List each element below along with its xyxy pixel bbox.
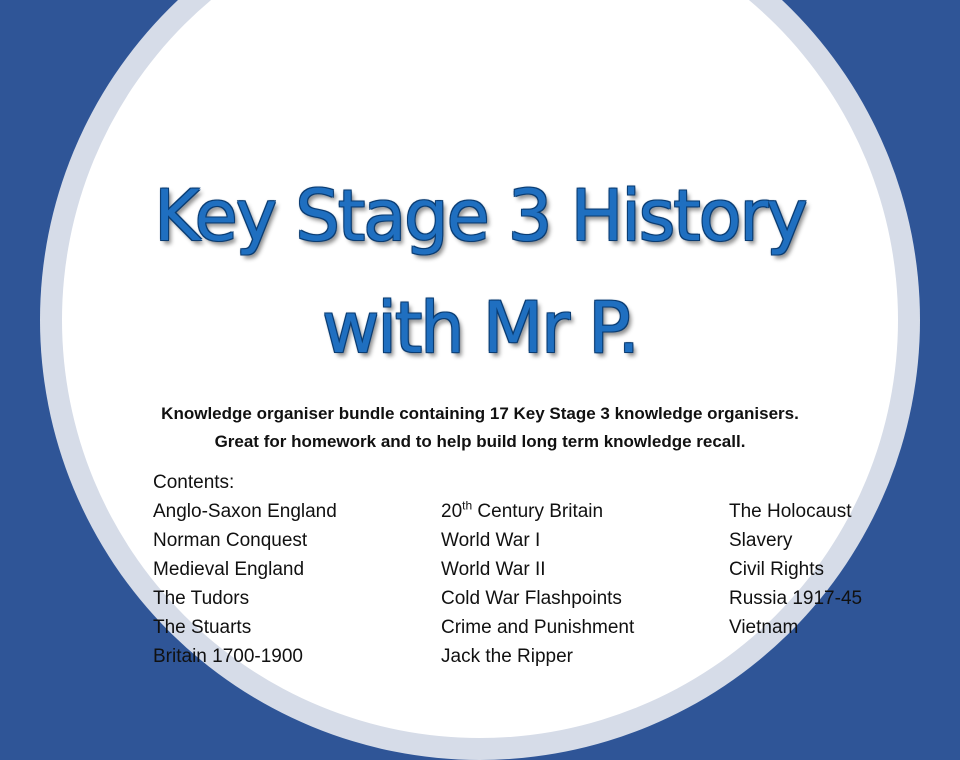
list-item: Jack the Ripper [441, 646, 574, 667]
list-item: Britain 1700-1900 [153, 646, 303, 667]
title-line-1: Key Stage 3 History [154, 175, 806, 257]
century-number: 20 [441, 501, 463, 522]
title-line-2: with Mr P. [322, 287, 638, 369]
description-line-2: Great for homework and to help build long term knowledge recall. [214, 432, 746, 451]
century-text: Century Britain [472, 501, 604, 522]
contents-column-3 [729, 497, 862, 642]
list-item: Norman Conquest [153, 530, 308, 551]
contents-column-2 [441, 497, 634, 671]
list-item: World War II [441, 559, 546, 580]
page-title [0, 160, 960, 384]
ordinal-suffix: th [462, 498, 473, 513]
bundle-description [0, 400, 960, 456]
list-item [441, 497, 634, 526]
list-item: The Holocaust [729, 501, 852, 522]
contents-heading: Contents: [153, 472, 235, 493]
list-item: Medieval England [153, 559, 305, 580]
list-item: Russia 1917-45 [729, 588, 863, 609]
list-item: Crime and Punishment [441, 617, 635, 638]
list-item: Cold War Flashpoints [441, 588, 622, 609]
list-item: Vietnam [729, 617, 799, 638]
list-item: Civil Rights [729, 559, 825, 580]
contents-column-1 [153, 497, 337, 671]
list-item: Anglo-Saxon England [153, 501, 337, 522]
list-item: The Tudors [153, 588, 250, 609]
list-item: World War I [441, 530, 541, 551]
description-line-1: Knowledge organiser bundle containing 17 Key Stage 3 knowledge organisers. [161, 404, 799, 423]
list-item: The Stuarts [153, 617, 252, 638]
list-item: Slavery [729, 530, 793, 551]
